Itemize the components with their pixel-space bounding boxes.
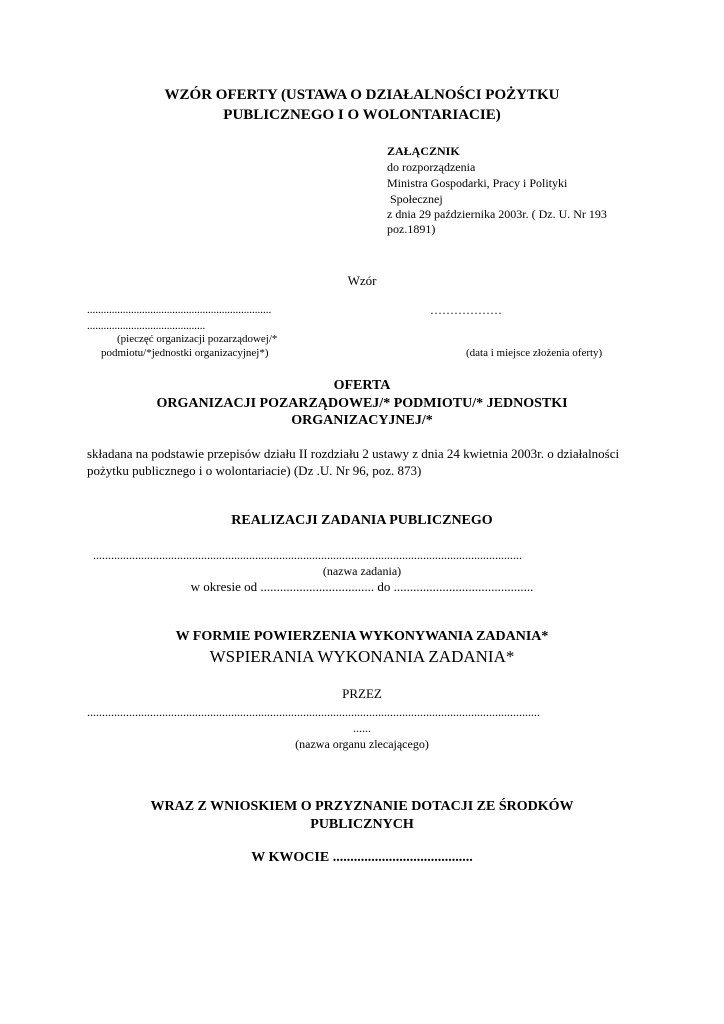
offer-line-2: ORGANIZACJI POZARZĄDOWEJ/* PODMIOTU/* JEDNOSTKI <box>156 396 568 411</box>
offer-heading: OFERTA <box>333 378 391 393</box>
task-name-dots: ............................................................................................................................................... <box>93 548 522 562</box>
form-line-1: W FORMIE POWIERZENIA WYKONYWANIA ZADANIA* <box>175 629 549 644</box>
through-caption: (nazwa organu zlecającego) <box>295 737 429 751</box>
wzor-label: Wzór <box>347 273 377 288</box>
task-name-caption: (nazwa zadania) <box>322 564 402 578</box>
realization-heading: REALIZACJI ZADANIA PUBLICZNEGO <box>231 513 493 528</box>
form-line-2: WSPIERANIA WYKONANIA ZADANIA* <box>209 647 515 666</box>
title-line-1: WZÓR OFERTY (USTAWA O DZIAŁALNOŚCI POŻYTKU <box>164 87 560 103</box>
stamp-dots-2: ........................................... <box>87 320 206 332</box>
through-dots: ....................................................................................................................................................... <box>87 705 540 719</box>
stamp-caption-2: podmiotu/*jednostki organizacyjnej*) <box>101 347 269 359</box>
annex-line-2: Ministra Gospodarki, Pracy i Polityki <box>387 176 568 190</box>
annex-heading: ZAŁĄCZNIK <box>387 144 460 158</box>
annex-line-1: do rozporządzenia <box>387 160 476 174</box>
stamp-dots-1: ................................................................... <box>87 304 272 316</box>
amount-line: W KWOCIE ........................................ <box>251 850 473 865</box>
grant-line-1: WRAZ Z WNIOSKIEM O PRZYZNANIE DOTACJI ZE ŚRODKÓW <box>150 799 574 814</box>
title-line-2: PUBLICZNEGO I O WOLONTARIACIE) <box>223 107 501 123</box>
stamp-caption-1: (pieczęć organizacji pozarządowej/* <box>117 333 278 345</box>
through-label: PRZEZ <box>342 686 382 701</box>
task-period: w okresie od ................................... do ........................................... <box>190 579 534 594</box>
annex-line-4: z dnia 29 października 2003r. ( Dz. U. Nr 193 <box>387 207 607 221</box>
basis-line-2: pożytku publicznego i o wolontariacie) (Dz .U. Nr 96, poz. 873) <box>87 463 422 478</box>
through-dots-2: ...... <box>353 721 371 735</box>
annex-line-3: Społecznej <box>387 192 443 206</box>
grant-line-2: PUBLICZNYCH <box>310 817 414 832</box>
date-place-dots: ……………… <box>430 303 502 317</box>
annex-line-5: poz.1891) <box>387 222 436 236</box>
basis-line-1: składana na podstawie przepisów działu II rozdziału 2 ustawy z dnia 24 kwietnia 2003r. o działalności <box>87 446 620 461</box>
offer-line-3: ORGANIZACYJNEJ/* <box>291 413 433 428</box>
date-place-caption: (data i miejsce złożenia oferty) <box>466 347 603 359</box>
